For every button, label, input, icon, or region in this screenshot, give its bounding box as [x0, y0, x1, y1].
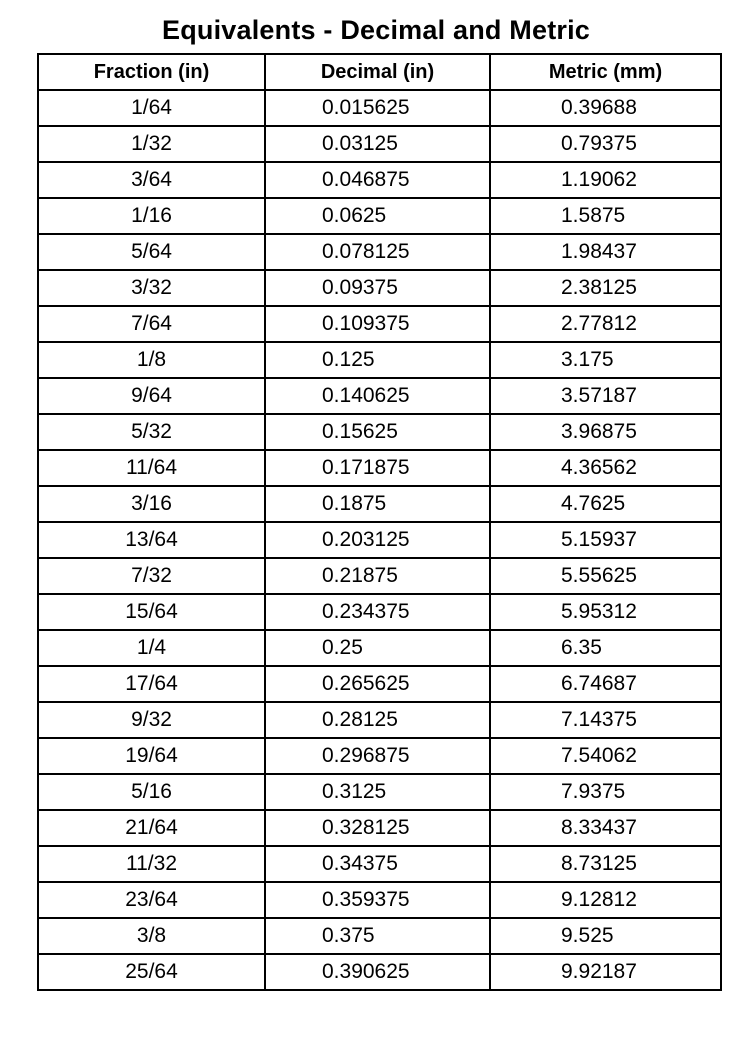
metric-cell: 7.14375: [490, 702, 721, 738]
fraction-cell: 1/4: [38, 630, 265, 666]
decimal-cell: 0.328125: [265, 810, 490, 846]
table-row: [38, 702, 721, 738]
metric-cell: 5.55625: [490, 558, 721, 594]
fraction-cell: 15/64: [38, 594, 265, 630]
table-row: [38, 90, 721, 126]
table-row: [38, 954, 721, 990]
fraction-cell: 3/8: [38, 918, 265, 954]
fraction-cell: 9/32: [38, 702, 265, 738]
fraction-cell: 5/16: [38, 774, 265, 810]
decimal-cell: 0.203125: [265, 522, 490, 558]
decimal-cell: 0.296875: [265, 738, 490, 774]
table-row: [38, 522, 721, 558]
equivalents-table: [37, 53, 722, 991]
header-fraction: Fraction (in): [38, 54, 265, 90]
decimal-cell: 0.171875: [265, 450, 490, 486]
fraction-cell: 23/64: [38, 882, 265, 918]
fraction-cell: 17/64: [38, 666, 265, 702]
metric-cell: 3.96875: [490, 414, 721, 450]
metric-cell: 1.5875: [490, 198, 721, 234]
decimal-cell: 0.015625: [265, 90, 490, 126]
fraction-cell: 13/64: [38, 522, 265, 558]
header-decimal: Decimal (in): [265, 54, 490, 90]
table-row: [38, 594, 721, 630]
table-row: [38, 270, 721, 306]
fraction-cell: 9/64: [38, 378, 265, 414]
decimal-cell: 0.046875: [265, 162, 490, 198]
decimal-cell: 0.109375: [265, 306, 490, 342]
header-metric: Metric (mm): [490, 54, 721, 90]
decimal-cell: 0.21875: [265, 558, 490, 594]
metric-cell: 2.77812: [490, 306, 721, 342]
metric-cell: 9.525: [490, 918, 721, 954]
table-header-row: [38, 54, 721, 90]
metric-cell: 3.175: [490, 342, 721, 378]
fraction-cell: 25/64: [38, 954, 265, 990]
metric-cell: 3.57187: [490, 378, 721, 414]
decimal-cell: 0.34375: [265, 846, 490, 882]
table-row: [38, 126, 721, 162]
decimal-cell: 0.09375: [265, 270, 490, 306]
metric-cell: 6.74687: [490, 666, 721, 702]
decimal-cell: 0.28125: [265, 702, 490, 738]
table-row: [38, 918, 721, 954]
fraction-cell: 11/64: [38, 450, 265, 486]
table-row: [38, 162, 721, 198]
fraction-cell: 7/32: [38, 558, 265, 594]
metric-cell: 4.36562: [490, 450, 721, 486]
decimal-cell: 0.03125: [265, 126, 490, 162]
table-row: [38, 774, 721, 810]
metric-cell: 2.38125: [490, 270, 721, 306]
fraction-cell: 3/64: [38, 162, 265, 198]
fraction-cell: 1/32: [38, 126, 265, 162]
metric-cell: 7.54062: [490, 738, 721, 774]
fraction-cell: 5/64: [38, 234, 265, 270]
fraction-cell: 21/64: [38, 810, 265, 846]
decimal-cell: 0.15625: [265, 414, 490, 450]
decimal-cell: 0.125: [265, 342, 490, 378]
metric-cell: 9.12812: [490, 882, 721, 918]
decimal-cell: 0.359375: [265, 882, 490, 918]
table-body: [38, 90, 721, 990]
table-row: [38, 342, 721, 378]
decimal-cell: 0.265625: [265, 666, 490, 702]
metric-cell: 1.19062: [490, 162, 721, 198]
decimal-cell: 0.375: [265, 918, 490, 954]
fraction-cell: 1/8: [38, 342, 265, 378]
decimal-cell: 0.390625: [265, 954, 490, 990]
table-row: [38, 414, 721, 450]
fraction-cell: 19/64: [38, 738, 265, 774]
metric-cell: 4.7625: [490, 486, 721, 522]
table-row: [38, 450, 721, 486]
fraction-cell: 7/64: [38, 306, 265, 342]
fraction-cell: 3/16: [38, 486, 265, 522]
fraction-cell: 1/16: [38, 198, 265, 234]
fraction-cell: 3/32: [38, 270, 265, 306]
table-row: [38, 558, 721, 594]
table-row: [38, 630, 721, 666]
decimal-cell: 0.1875: [265, 486, 490, 522]
metric-cell: 0.79375: [490, 126, 721, 162]
table-row: [38, 378, 721, 414]
fraction-cell: 1/64: [38, 90, 265, 126]
metric-cell: 0.39688: [490, 90, 721, 126]
table-row: [38, 738, 721, 774]
table-row: [38, 666, 721, 702]
metric-cell: 5.95312: [490, 594, 721, 630]
fraction-cell: 5/32: [38, 414, 265, 450]
metric-cell: 6.35: [490, 630, 721, 666]
table-row: [38, 846, 721, 882]
metric-cell: 1.98437: [490, 234, 721, 270]
decimal-cell: 0.078125: [265, 234, 490, 270]
metric-cell: 8.33437: [490, 810, 721, 846]
metric-cell: 9.92187: [490, 954, 721, 990]
table-row: [38, 198, 721, 234]
decimal-cell: 0.3125: [265, 774, 490, 810]
decimal-cell: 0.0625: [265, 198, 490, 234]
page-title: Equivalents - Decimal and Metric: [161, 15, 591, 45]
table-row: [38, 810, 721, 846]
decimal-cell: 0.140625: [265, 378, 490, 414]
metric-cell: 5.15937: [490, 522, 721, 558]
metric-cell: 7.9375: [490, 774, 721, 810]
table-row: [38, 882, 721, 918]
table-row: [38, 306, 721, 342]
metric-cell: 8.73125: [490, 846, 721, 882]
table-row: [38, 486, 721, 522]
decimal-cell: 0.25: [265, 630, 490, 666]
table-row: [38, 234, 721, 270]
decimal-cell: 0.234375: [265, 594, 490, 630]
fraction-cell: 11/32: [38, 846, 265, 882]
